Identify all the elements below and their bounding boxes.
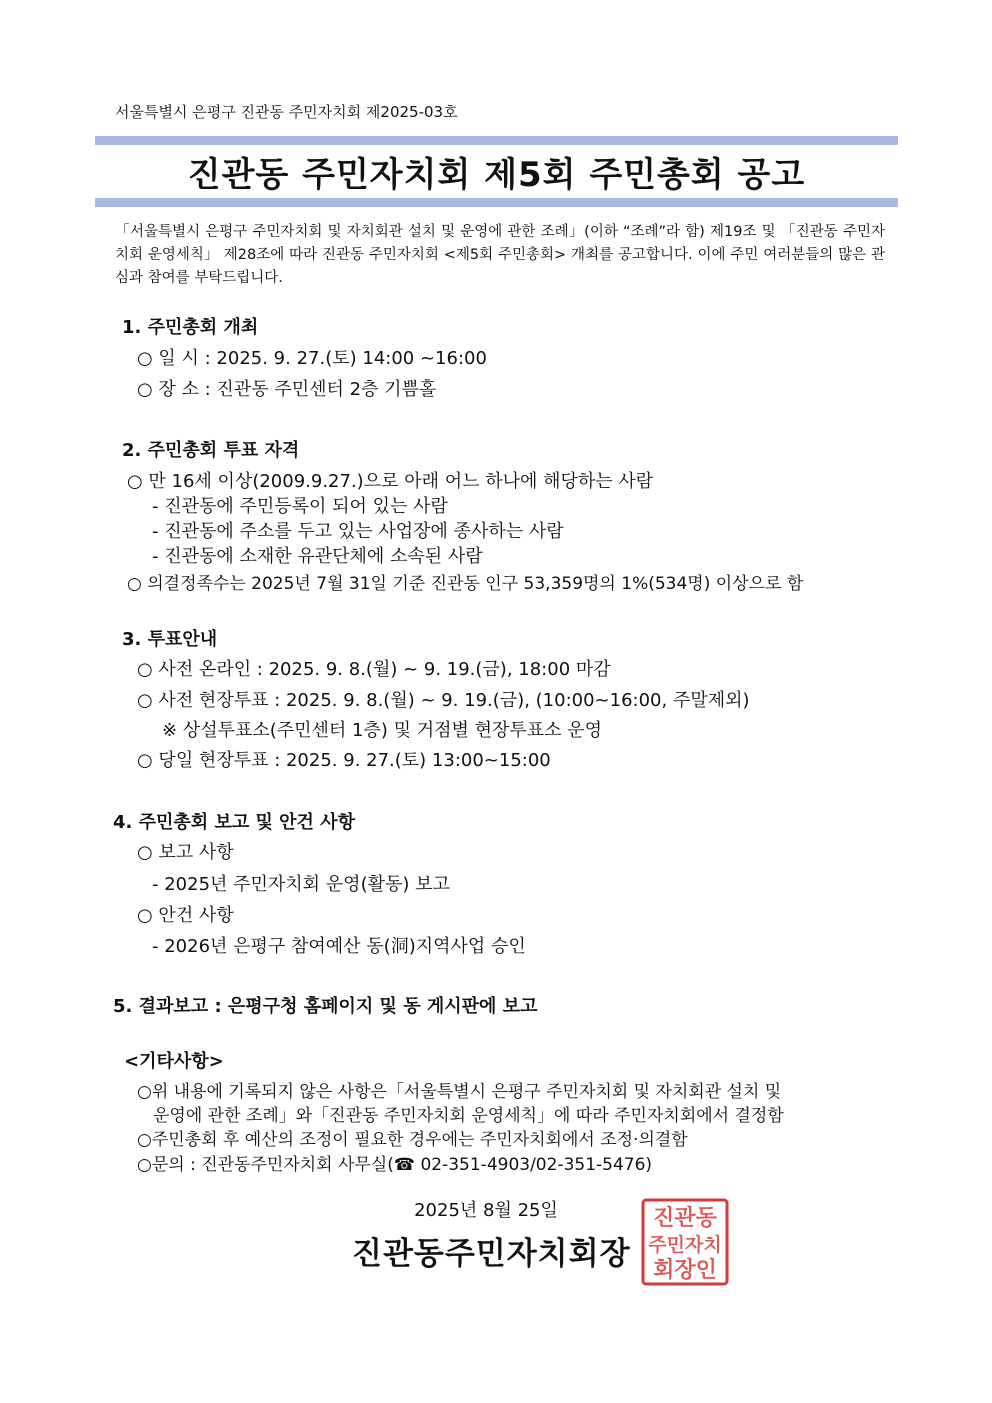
section-4-subitem: - 2025년 주민자치회 운영(활동) 보고 — [152, 874, 450, 895]
etc-item: ○주민총회 후 예산의 조정이 필요한 경우에는 주민자치회에서 조정·의결함 — [137, 1130, 688, 1150]
section-2-item-quorum: ○ 의결정족수는 2025년 7월 31일 기준 진관동 인구 53,359명의 1%(534명) 이상으로 함 — [127, 574, 804, 594]
etc-item-continued: 운영에 관한 조례」와「진관동 주민자치회 운영세칙」에 따라 주민자치회에서 결정함 — [153, 1106, 784, 1126]
section-2-subitem: - 진관동에 소재한 유관단체에 소속된 사람 — [152, 546, 483, 567]
document-number: 서울특별시 은평구 진관동 주민자치회 제2025-03호 — [115, 103, 458, 121]
svg-text:주민자치: 주민자치 — [648, 1234, 722, 1256]
section-2-subitem: - 진관동에 주소를 두고 있는 사업장에 종사하는 사람 — [152, 521, 564, 542]
notice-date: 2025년 8월 25일 — [414, 1200, 558, 1221]
section-2-heading: 2. 주민총회 투표 자격 — [122, 440, 300, 461]
signature: 진관동주민자치회장 — [352, 1236, 631, 1272]
title-top-bar — [95, 136, 898, 145]
official-seal-stamp — [640, 1197, 730, 1287]
section-3-item-sameday: ○ 당일 현장투표 : 2025. 9. 27.(토) 13:00~15:00 — [137, 750, 551, 771]
section-4-item-report: ○ 보고 사항 — [137, 842, 234, 863]
intro-paragraph: 「서울특별시 은평구 주민자치회 및 자치회관 설치 및 운영에 관한 조례」(이하 “조례”라 함) 제19조 및 「진관동 주민자치회 운영세칙」 제28조에 따라 진관동 주민자치회 <제5회 주민총회> 개최를 공고합니다. 이에 주민 여러분들의 많은 관심과 참여를 부탁드립니다. — [115, 224, 885, 286]
section-1-heading: 1. 주민총회 개최 — [122, 317, 259, 338]
section-3-note: ※ 상설투표소(주민센터 1층) 및 거점별 현장투표소 운영 — [162, 720, 603, 741]
section-1-item-time: ○ 일 시 : 2025. 9. 27.(토) 14:00 ~16:00 — [137, 348, 487, 369]
section-1-item-place: ○ 장 소 : 진관동 주민센터 2층 기쁨홀 — [137, 379, 437, 400]
section-3-heading: 3. 투표안내 — [122, 629, 218, 650]
etc-item-contact: ○문의 : 진관동주민자치회 사무실(☎ 02-351-4903/02-351-5476) — [137, 1155, 653, 1175]
title-bottom-bar — [95, 198, 898, 207]
section-4-heading: 4. 주민총회 보고 및 안건 사항 — [113, 812, 355, 833]
section-5-heading: 5. 결과보고 : 은평구청 홈페이지 및 동 게시판에 보고 — [113, 996, 538, 1017]
section-4-item-agenda: ○ 안건 사항 — [137, 905, 234, 926]
section-4-subitem: - 2026년 은평구 참여예산 동(洞)지역사업 승인 — [152, 936, 526, 957]
svg-text:진관동: 진관동 — [653, 1206, 717, 1231]
page-title: 진관동 주민자치회 제5회 주민총회 공고 — [187, 155, 806, 195]
section-2-subitem: - 진관동에 주민등록이 되어 있는 사람 — [152, 496, 448, 517]
section-2-item: ○ 만 16세 이상(2009.9.27.)으로 아래 어느 하나에 해당하는 사람 — [127, 471, 654, 492]
svg-text:회장인: 회장인 — [653, 1258, 717, 1283]
etc-heading: <기타사항> — [124, 1051, 224, 1072]
section-3-item-online: ○ 사전 온라인 : 2025. 9. 8.(월) ~ 9. 19.(금), 18:00 마감 — [137, 659, 611, 680]
section-3-item-onsite: ○ 사전 현장투표 : 2025. 9. 8.(월) ~ 9. 19.(금), (10:00~16:00, 주말제외) — [137, 690, 750, 711]
etc-item: ○위 내용에 기록되지 않은 사항은「서울특별시 은평구 주민자치회 및 자치회관 설치 및 — [137, 1082, 782, 1102]
